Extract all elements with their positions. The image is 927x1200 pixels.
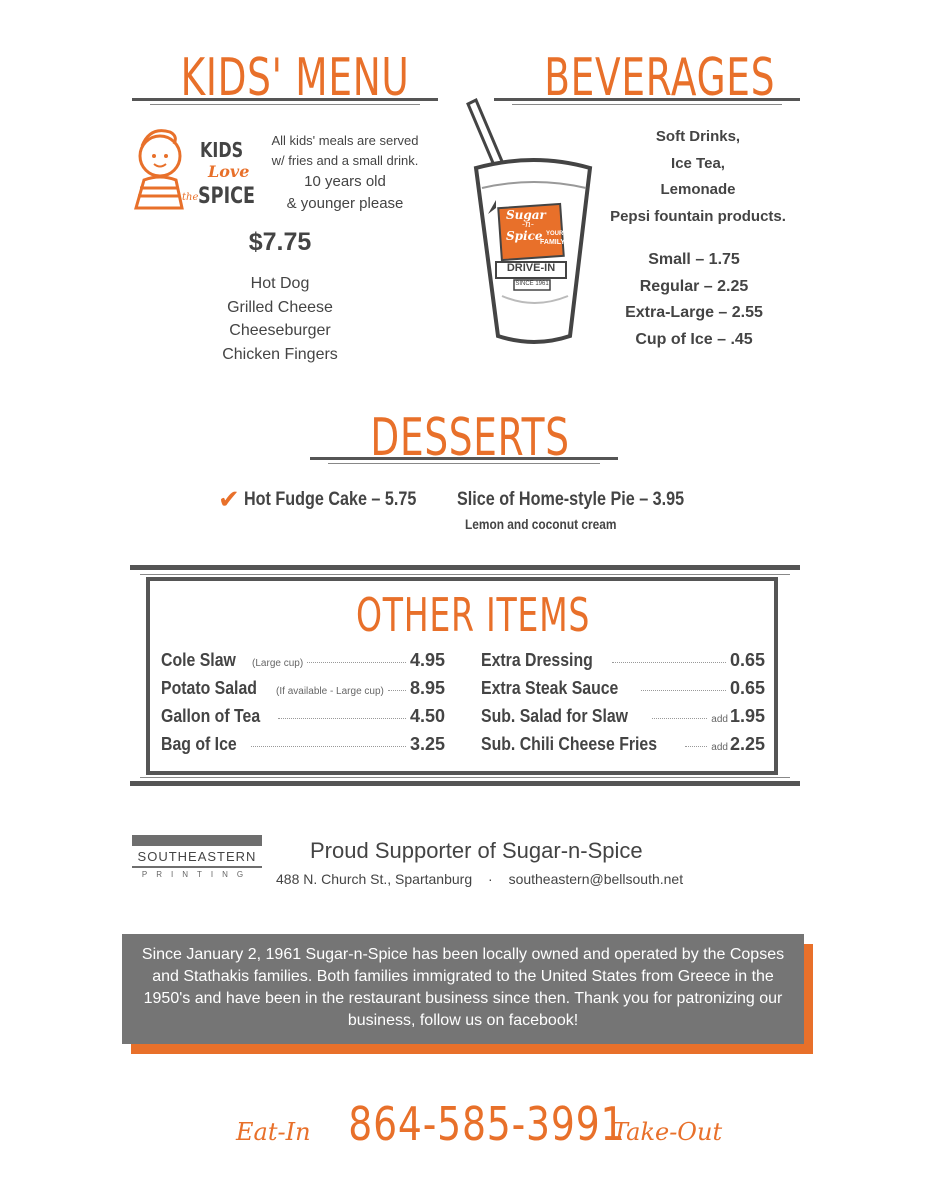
other-item-price: 0.65 [729,650,765,670]
sponsor-separator: · [488,871,493,887]
drink-item: Soft Drinks, [655,128,741,145]
about-text: Since January 2, 1961 Sugar-n-Spice has been locally owned and operated by the Copses and Stathakis families. Both families immigrated to the United States from Greece in the 1950's and have been in the restaurant business since then. Thank you for patronizing our business, follow us on facebook! [141,946,785,1029]
leader-dots [251,746,406,747]
kids-desc-line2: w/ fries and a small drink. [271,153,419,168]
sponsor-contact [276,871,683,887]
desserts-title-rule [310,457,618,460]
other-item-price: 0.65 [729,678,765,698]
other-item-row [161,734,445,762]
other-item-name: Sub. Chili Cheese Fries [481,734,658,754]
other-item-name: Gallon of Tea [161,706,261,726]
leader-dots [612,662,726,663]
leader-dots [278,718,406,719]
frame-bottom-rail-thin [140,777,790,778]
beverages-sizes-list [588,247,800,353]
other-item-row [481,734,765,762]
other-item-name: Sub. Salad for Slaw [481,706,629,726]
kids-items-list [190,272,370,366]
other-item-name: Extra Steak Sauce [481,678,619,698]
other-item-row [161,706,445,734]
size-item: Extra-Large – 2.55 [625,304,763,321]
kids-love-spice-logo [130,118,255,218]
other-item-add-note: add [711,742,728,753]
leader-dots [641,690,726,691]
drink-item: Lemonade [660,181,736,198]
leader-dots [652,718,707,719]
sponsor-headline: Proud Supporter of Sugar-n-Spice [310,838,643,863]
kids-description [250,131,440,215]
other-items-right-column [481,650,765,766]
other-item-row [481,678,765,706]
other-item-price: 2.25 [729,734,765,754]
kids-item: Chicken Fingers [222,345,338,363]
other-item-name: Potato Salad [161,678,257,698]
other-item-row [161,650,445,678]
other-item-name: Bag of Ice [161,734,237,754]
leader-dots [388,690,406,691]
cup-sugar-text: Sugar [506,208,546,222]
other-item-row [481,706,765,734]
kids-menu-title: KIDS' MENU [180,48,410,108]
other-item-name: Extra Dressing [481,650,593,670]
leader-dots [307,662,406,663]
kids-item: Grilled Cheese [227,298,333,316]
other-item-price: 4.50 [409,706,445,726]
cup-your-text: YOUR [546,231,564,237]
kids-item: Cheeseburger [229,322,331,339]
cup-spice-text: Spice [506,229,543,243]
frame-top-rail [130,565,800,570]
logo-bar-top [132,835,262,846]
logo-kids-text: KIDS [200,138,244,162]
other-item-note: (If available - Large cup) [276,686,384,697]
size-item: Small – 1.75 [648,251,740,268]
logo-spice-text: SPICE [198,184,256,209]
logo-southeastern-text: SOUTHEASTERN [137,849,257,864]
desserts-title: DESSERTS [370,408,570,468]
kids-title-rule-thin [150,104,420,105]
other-item-add-note: add [711,714,728,725]
other-items-left-column [161,650,445,766]
frame-bottom-rail [130,781,800,786]
size-item: Cup of Ice – .45 [635,330,753,348]
cup-since-text: SINCE 1961 [515,281,549,287]
kids-desc-line4: & younger please [286,195,404,212]
footer-take-out: Take-Out [612,1118,723,1146]
beverages-drinks-list [588,124,808,230]
logo-printing-text: PRINTING [141,870,253,879]
frame-top-rail-thin [140,574,790,575]
kids-desc-line1: All kids' meals are served [271,133,419,148]
other-item-note: (Large cup) [252,658,304,669]
cup-n-text: -n- [522,220,534,230]
cup-family-text: FAMILY [540,239,566,246]
logo-the-text: the [182,192,199,203]
dessert-pie-note: Lemon and coconut cream [465,516,617,532]
cup-drive-in-text: DRIVE-IN [506,262,556,274]
kids-price: $7.75 [248,228,312,256]
kids-item: Hot Dog [250,275,310,292]
drive-in-cup-illustration [462,96,602,351]
other-item-price: 8.95 [409,678,445,698]
other-item-row [161,678,445,706]
drink-item: Pepsi fountain products. [610,207,786,225]
southeastern-printing-logo [132,835,262,885]
footer-phone[interactable]: 864-585-3991 [348,1097,626,1151]
leader-dots [685,746,707,747]
other-item-price: 1.95 [729,706,765,726]
size-item: Regular – 2.25 [639,277,749,295]
logo-love-text: Love [208,162,250,181]
dessert-item-pie: Slice of Home-style Pie – 3.95 [457,489,685,510]
kids-title-rule [132,98,438,101]
about-box [122,934,804,1044]
kids-desc-line3: 10 years old [304,173,386,190]
other-item-row [481,650,765,678]
beverages-title: BEVERAGES [544,48,776,108]
other-items-title: OTHER ITEMS [356,588,591,642]
sponsor-address: 488 N. Church St., Spartanburg [276,871,473,887]
sponsor-email[interactable]: southeastern@bellsouth.net [508,871,684,887]
desserts-title-rule-thin [328,463,600,464]
dessert-check-icon: ✔ [218,484,240,514]
other-item-price: 3.25 [409,734,445,754]
dessert-item-fudge-cake: Hot Fudge Cake – 5.75 [244,489,417,510]
other-item-name: Cole Slaw [161,650,236,670]
footer-eat-in: Eat-In [236,1118,311,1146]
logo-bar-bottom [132,866,262,868]
other-item-price: 4.95 [409,650,445,670]
drink-item: Ice Tea, [671,154,725,172]
